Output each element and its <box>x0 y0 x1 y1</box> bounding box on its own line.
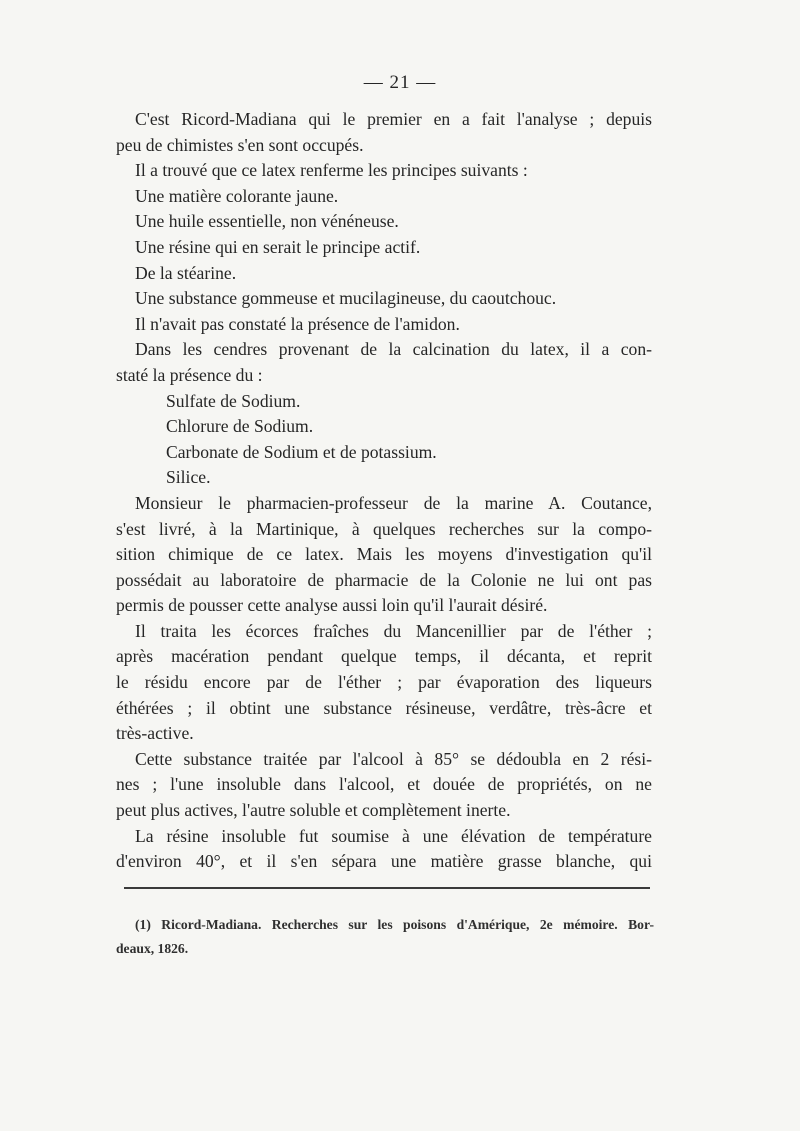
text-line: Une résine qui en serait le principe actif. <box>135 236 421 257</box>
text-line: Il n'avait pas constaté la présence de l'amidon. <box>135 313 460 334</box>
text-line: après macération pendant quelque temps, il décanta, et reprit <box>116 646 652 667</box>
text-line: Il traita les écorces fraîches du Mancenillier par de l'éther ; <box>135 620 652 641</box>
main-text <box>116 107 652 875</box>
text-line: Chlorure de Sodium. <box>166 416 314 437</box>
text-line: Dans les cendres provenant de la calcination du latex, il a con- <box>135 339 652 360</box>
text-line: (1) Ricord-Madiana. Recherches sur les poisons d'Amérique, 2e mémoire. Bor- <box>135 917 654 932</box>
text-line: La résine insoluble fut soumise à une élévation de température <box>135 825 652 846</box>
text-line: Il a trouvé que ce latex renferme les principes suivants : <box>135 160 528 181</box>
text-line: deaux, 1826. <box>116 941 189 956</box>
text-line: C'est Ricord-Madiana qui le premier en a fait l'analyse ; depuis <box>135 109 652 129</box>
footnote-separator <box>124 887 650 889</box>
text-line: d'environ 40°, et il s'en sépara une matière grasse blanche, qui <box>116 851 652 872</box>
text-line: s'est livré, à la Martinique, à quelques recherches sur la compo- <box>116 518 652 539</box>
text-line: sition chimique de ce latex. Mais les moyens d'investigation qu'il <box>116 544 652 565</box>
text-line: Une matière colorante jaune. <box>135 185 339 206</box>
text-line: De la stéarine. <box>135 262 237 283</box>
text-line: Carbonate de Sodium et de potassium. <box>166 441 437 462</box>
text-line: le résidu encore par de l'éther ; par évaporation des liqueurs <box>116 672 652 693</box>
text-line: Une huile essentielle, non vénéneuse. <box>135 211 399 232</box>
text-line: staté la présence du : <box>116 364 263 385</box>
text-line: Sulfate de Sodium. <box>166 390 301 411</box>
text-line: Une substance gommeuse et mucilagineuse, du caoutchouc. <box>135 288 557 309</box>
text-line: possédait au laboratoire de pharmacie de la Colonie ne lui ont pas <box>116 569 652 590</box>
text-line: éthérées ; il obtint une substance résineuse, verdâtre, très-âcre et <box>116 697 652 718</box>
text-line: Cette substance traitée par l'alcool à 85° se dédoubla en 2 rési- <box>135 748 652 769</box>
text-line: très-active. <box>116 723 194 744</box>
text-line: nes ; l'une insoluble dans l'alcool, et douée de propriétés, on ne <box>116 774 652 795</box>
text-line: permis de pousser cette analyse aussi loin qu'il l'aurait désiré. <box>116 595 548 616</box>
text-line: peut plus actives, l'autre soluble et complètement inerte. <box>116 800 511 821</box>
text-line: peu de chimistes s'en sont occupés. <box>116 134 364 155</box>
text-line: Silice. <box>166 467 211 488</box>
text-line: Monsieur le pharmacien-professeur de la marine A. Coutance, <box>135 492 652 513</box>
footnote <box>116 913 654 961</box>
page-number: — 21 — <box>363 72 437 93</box>
